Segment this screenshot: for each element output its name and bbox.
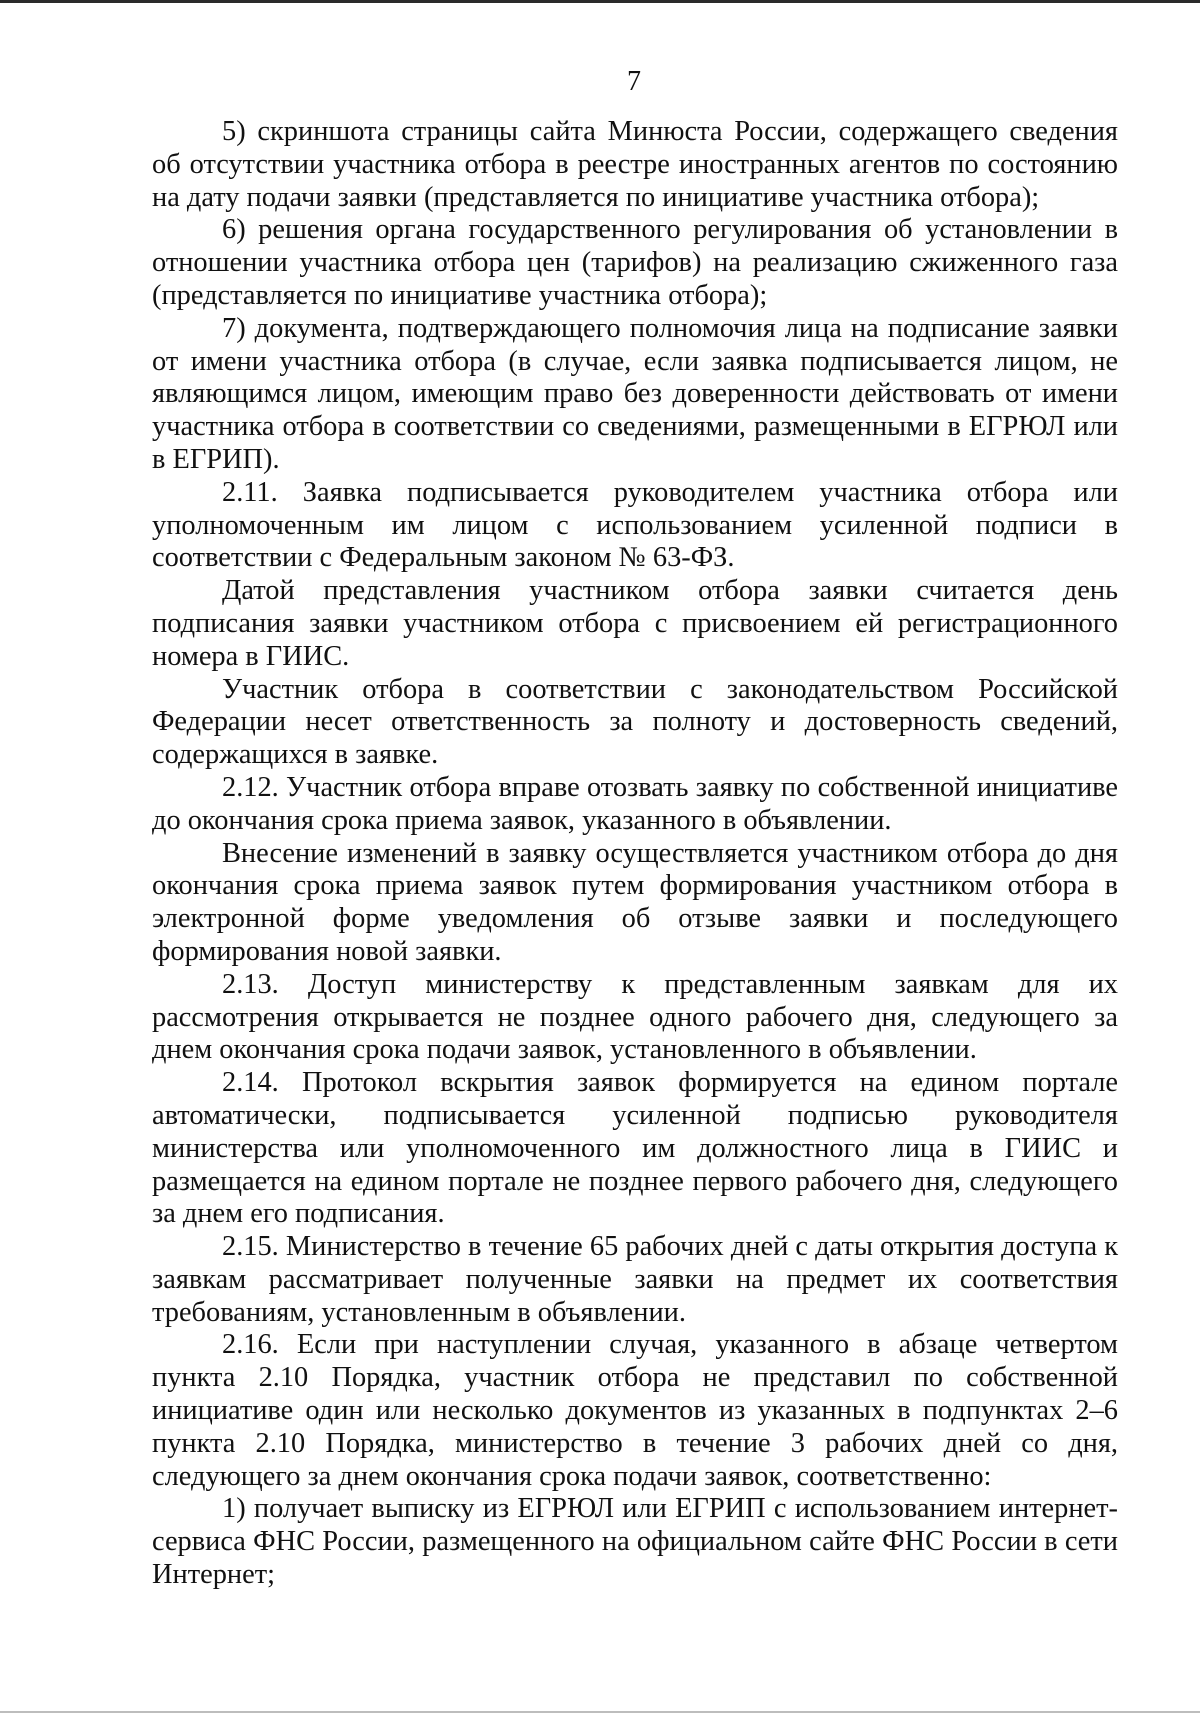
paragraph-2-11: 2.11. Заявка подписывается руководителем участника отбора или уполномоченным им лицом с использованием усиленной подписи в соответствии с Федеральным законом № 63-ФЗ. (152, 476, 1118, 574)
scan-top-edge (0, 0, 1200, 3)
paragraph-2-16: 2.16. Если при наступлении случая, указанного в абзаце четвертом пункта 2.10 Порядка, участник отбора не представил по собственной инициативе один или несколько документов из указанных в подпунктах 2–6 пункта 2.10 Порядка, министерство в течение 3 рабочих дней со дня, следующего за днем окончания срока подачи заявок, соответственно: (152, 1329, 1118, 1492)
page-number: 7 (627, 66, 641, 97)
paragraph-item-5: 5) скриншота страницы сайта Минюста России, содержащего сведения об отсутствии участника отбора в реестре иностранных агентов по состоянию на дату подачи заявки (представляется по инициативе участника отбора); (152, 116, 1118, 213)
paragraph-submission-date: Датой представления участником отбора заявки считается день подписания заявки участником отбора с присвоением ей регистрационного номера в ГИИС. (152, 575, 1118, 672)
paragraph-2-14: 2.14. Протокол вскрытия заявок формируется на едином портале автоматически, подписывается усиленной подписью руководителя министерства или уполномоченного им должностного лица в ГИИС и размещается на едином портале не позднее первого рабочего дня, следующего за днем его подписания. (152, 1067, 1118, 1230)
paragraph-item-7: 7) документа, подтверждающего полномочия лица на подписание заявки от имени участника отбора (в случае, если заявка подписывается лицом, не являющимся лицом, имеющим право без доверенности действовать от имени участника отбора в соответствии со сведениями, размещенными в ЕГРЮЛ или в ЕГРИП). (152, 312, 1118, 475)
paragraph-2-13: 2.13. Доступ министерству к представленным заявкам для их рассмотрения открывается не позднее одного рабочего дня, следующего за днем окончания срока подачи заявок, установленного в объявлении. (152, 968, 1118, 1066)
paragraph-amendments: Внесение изменений в заявку осуществляется участником отбора до дня окончания срока приема заявок путем формирования участником отбора в электронной форме уведомления об отзыве заявки и последующего формирования новой заявки. (152, 837, 1118, 967)
paragraph-2-12: 2.12. Участник отбора вправе отозвать заявку по собственной инициативе до окончания срока приема заявок, указанного в объявлении. (152, 771, 1118, 836)
paragraph-subitem-1: 1) получает выписку из ЕГРЮЛ или ЕГРИП с использованием интернет-сервиса ФНС России, размещенного на официальном сайте ФНС России в сети Интернет; (152, 1493, 1118, 1591)
paragraph-item-6: 6) решения органа государственного регулирования об установлении в отношении участника отбора цен (тарифов) на реализацию сжиженного газа (представляется по инициативе участника отбора); (152, 214, 1118, 311)
paragraph-responsibility: Участник отбора в соответствии с законодательством Российской Федерации несет ответственность за полноту и достоверность сведений, содержащихся в заявке. (152, 673, 1118, 771)
paragraph-2-15: 2.15. Министерство в течение 65 рабочих дней с даты открытия доступа к заявкам рассматривает полученные заявки на предмет их соответствия требованиям, установленным в объявлении. (152, 1231, 1118, 1328)
scan-bottom-edge (0, 1711, 1200, 1713)
document-body (152, 116, 1118, 1592)
